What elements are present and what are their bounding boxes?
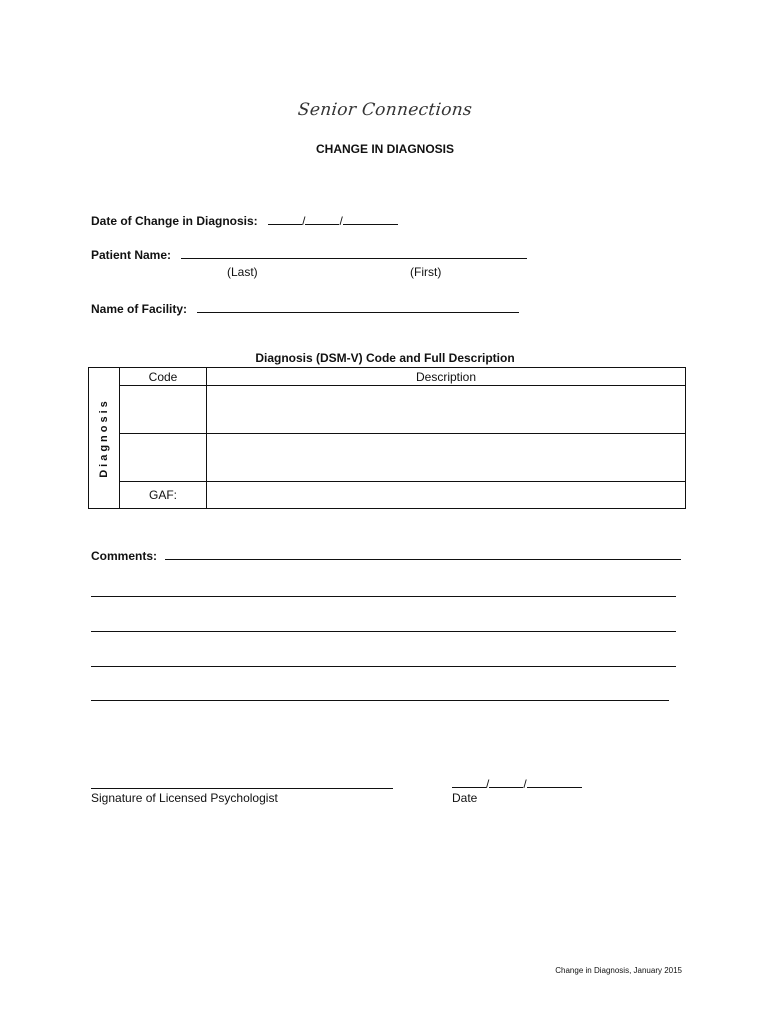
sig-date-month-blank[interactable] [452,775,486,788]
gaf-value-cell[interactable] [207,482,686,509]
date-of-change-field[interactable] [91,212,398,230]
code-cell-1[interactable] [120,386,207,434]
date-month-blank[interactable] [268,212,302,225]
comments-label: Comments: [91,549,158,563]
date-sep-2: / [339,214,343,228]
logo-text: Senior Connections [296,100,474,120]
comments-field[interactable] [91,547,681,565]
comments-line-4[interactable] [91,666,676,667]
gaf-label: GAF: [120,482,207,509]
diagnosis-table [88,367,686,509]
facility-blank[interactable] [197,300,519,313]
signature-label: Signature of Licensed Psychologist [91,791,278,805]
description-cell-2[interactable] [207,434,686,482]
facility-field[interactable] [91,300,519,318]
sig-date-year-blank[interactable] [527,775,582,788]
date-of-change-label: Date of Change in Diagnosis: [91,214,258,228]
comments-line-2[interactable] [91,596,676,597]
facility-label: Name of Facility: [91,302,188,316]
comments-line-1[interactable] [165,547,681,560]
patient-name-field[interactable] [91,246,527,264]
footer-text: Change in Diagnosis, January 2015 [555,966,682,975]
description-cell-1[interactable] [207,386,686,434]
sig-date-day-blank[interactable] [489,775,523,788]
sig-date-sep-2: / [523,777,527,791]
comments-line-3[interactable] [91,631,676,632]
patient-name-blank[interactable] [181,246,527,259]
signature-date-label: Date [452,791,478,805]
signature-line[interactable] [91,788,393,789]
diagnosis-side-label: Diagnosis [98,398,110,478]
sig-date-sep-1: / [486,777,490,791]
description-column-header: Description [207,368,686,386]
patient-last-caption: (Last) [227,265,258,279]
date-sep-1: / [302,214,306,228]
patient-first-caption: (First) [410,265,442,279]
comments-line-5[interactable] [91,700,669,701]
diagnosis-table-title: Diagnosis (DSM-V) Code and Full Description [255,351,515,365]
date-year-blank[interactable] [343,212,398,225]
diagnosis-side-label-cell [89,368,120,509]
date-day-blank[interactable] [305,212,339,225]
page-title: CHANGE IN DIAGNOSIS [315,142,454,156]
code-column-header: Code [120,368,207,386]
patient-name-label: Patient Name: [91,248,172,262]
code-cell-2[interactable] [120,434,207,482]
